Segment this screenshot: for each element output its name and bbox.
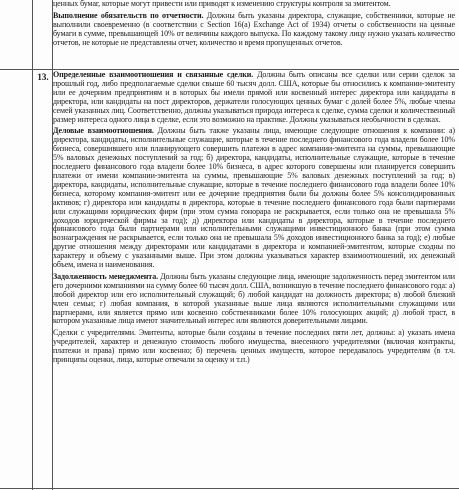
paragraph-business-relations [53, 127, 455, 270]
row-divider-bottom [0, 488, 459, 489]
table-cell-row-prev [53, 0, 455, 68]
paragraph-related-transactions [53, 71, 455, 124]
row-divider [0, 69, 459, 70]
table-cell-row-13 [53, 71, 455, 487]
paragraph-body: Должны быть также указаны лица, имеющие следующие отношения к компании: а) директора, кандидаты, исполнительные служащие, которые в течение последнего финансового года владели более 10% бизнеса, совершившего или планирующего совершить платежи в адрес компании-эмитента на суммы, превышающие 5% валовых денежных поступлений за год; б) директора, кандидаты, исполнительные служащие, которые в течение последнего финансового года владели более 10% бизнеса, в адрес которого совершены или планируется совершить платежи от имени компании-эмитента на суммы, превышающие 5% валовых денежных поступлений за год; в) директора, кандидаты, исполнительные служащие, которые в течение последнего финансового года владели более 10% бизнеса, которому компания-эмитент или ее дочерние предприятия были бы должны более 5% консолидированных активов; г) директора или кандидаты в директора, которые в течение последнего финансового года были партнерами или служащими юридических фирм (при этом сумма гонорара не раскрывается, если только она не превышала 5% доходов юридической фирмы за год); д) директора или кандидаты в директора, которые в течение последнего финансового года были партнерами или исполнительными служащими инвестиционного банка (при этом сумма вознаграждения не раскрывается, если только она не превышала 5% доходов инвестиционного банка за год); е) любые другие отношения между директорами или кандидатами в директора и компанией-эмитентом, которые сходны по характеру и объему с указанными выше. При этом должны указываться характер взаимоотношений, их денежный объем, имена и наименования. [53, 126, 455, 270]
paragraph-heading: Задолженность менеджмента. [53, 271, 159, 281]
paragraph-management-debt [53, 273, 455, 326]
paragraph-heading: Определенные взаимоотношения и связанные сделки. [53, 71, 254, 79]
row-number: 13. [37, 72, 49, 82]
paragraph-heading: Деловые взаимоотношения. [53, 126, 154, 136]
paragraph-body: Должны быть описаны все сделки или серии сделок за прошлый год, либо предполагаемые сделки свыше 60 тысяч долл. США, которые бы относились к компании-эмитенту или ее дочерним предприятиям и в которых бы имели прямой или косвенный интерес директора или кандидаты в директора, или кандидаты на пост директоров, держатели голосующих ценных бумаг с долей более 5%, любые члены семей указанных лиц. Соответственно, должны указываться природа интереса к сделке, сумма сделки и количественный размер интереса одного лица в сделке, если это возможно на практике. Должны указываться необычности в сделках. [53, 71, 455, 124]
paragraph-heading: Выполнение обязательств по отчетности. [53, 10, 204, 20]
paragraph-body: Должны быть указаны следующие лица, имеющие задолженность перед эмитентом или его дочерними компаниями на сумму более 60 тысяч долл. США, возникшую в течение последнего финансового года: а) любой директор или его исполнительный служащий; б) любой кандидат на должность директора; в) любой близкий член семьи; г) любая компания, в которой указанные выше лица являются исполнительными служащими или партнерами, или является прямо или косвенно собственниками более 10% голосующих акций; д) любой траст, в котором указанные лица имеют значительный интерес или являются доверительными лицами. [53, 271, 455, 326]
paragraph-ownership-tail: ценных бумаг, которые могут привести или приводят к изменению структуры контроля за эмитентом. [53, 0, 391, 8]
paragraph-ownership [53, 12, 455, 48]
paragraph-body: Должны быть указаны директора, служащие, собственники, которые не выполнили своевременно (в соответствии с Section 16(a) Exchange Act of 1934) отчеты о собственности на ценные бумаги в сумме, превышающей 10% от величины каждого выпуска. По каждому такому лицу нужно указать количество отчетов, не которые не представлены отчет, количество и время пропущенных отчетов. [53, 10, 455, 47]
paragraph-founders-transactions: Сделки с учредителями. Эмитенты, которые были созданы в течение последних пяти лет, должны: а) указать имена учредителей, характер и денежную стоимость любого имущества, внесенного учредителями (включая контракты, платежи и права) прямо или косвенно; б) перечень ценных имуществ, которое передавалось учредителям (в т.ч. принципы оценки, лица, которые отвечали за оценку и т.п.) [53, 328, 455, 365]
